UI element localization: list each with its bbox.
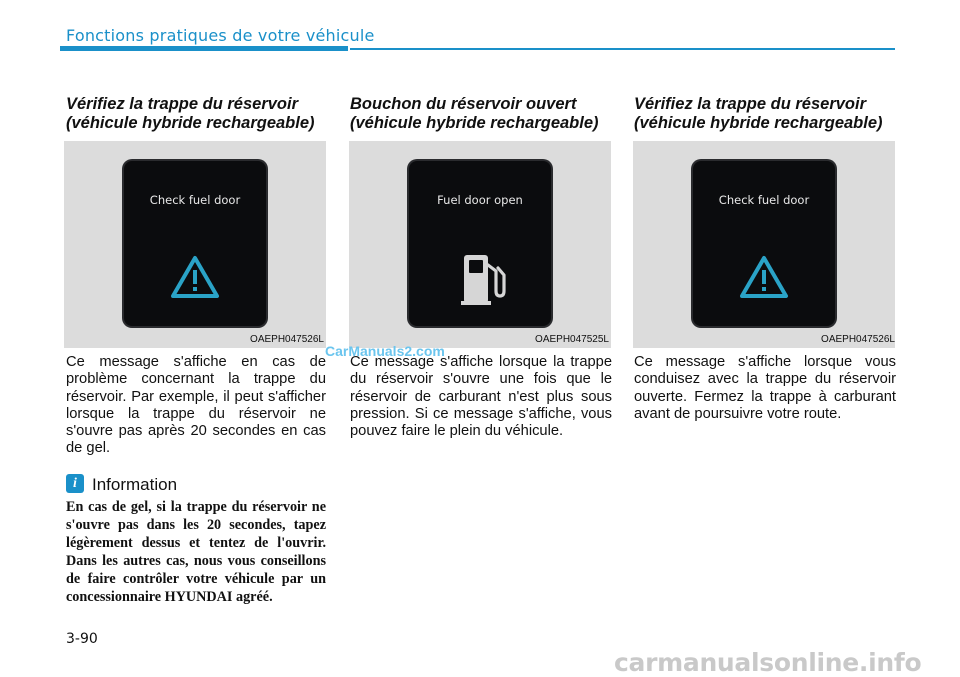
screen-message: Check fuel door — [718, 193, 810, 207]
cluster-screen — [124, 161, 266, 326]
header-title: Fonctions pratiques de votre véhicule — [66, 26, 375, 45]
header-rule-thin — [350, 48, 895, 50]
body-text-2: Ce message s'affiche lorsque la trappe du réservoir s'ouvre une fois que le réservoir de carburant n'est plus sous pression. Si ce message s'affiche, vous pouvez faire le plein du véhicule. — [350, 354, 612, 440]
section-title-1 — [66, 95, 328, 133]
warning-triangle-icon — [170, 255, 220, 299]
site-watermark: carmanualsonline.info — [614, 648, 922, 677]
section-title-line: (véhicule hybride rechargeable) — [66, 114, 315, 132]
info-heading: Information — [92, 475, 178, 494]
page-number: 3-90 — [66, 631, 98, 647]
cluster-screen — [409, 161, 551, 326]
screen-message: Check fuel door — [149, 193, 241, 207]
dashboard-image-1 — [64, 141, 326, 348]
dashboard-image-3 — [633, 141, 895, 348]
header-rule-thick — [60, 46, 348, 51]
watermark: CarManuals2.com — [325, 343, 445, 359]
section-title-line: Vérifiez la trappe du réservoir — [634, 95, 867, 113]
image-code-1: OAEPH047526L — [250, 334, 324, 345]
section-title-line: Bouchon du réservoir ouvert — [350, 95, 577, 113]
info-text: En cas de gel, si la trappe du réservoir ne s'ouvre pas dans les 20 secondes, tapez légèrement dessus et tentez de l'ouvrir. Dans les autres cas, nous vous conseillons de faire contrôler votre véhicule par un concessionnaire HYUNDAI agréé. — [66, 499, 326, 606]
section-title-3 — [634, 95, 896, 133]
screen-message: Fuel door open — [437, 193, 523, 207]
section-title-line: Vérifiez la trappe du réservoir — [66, 95, 299, 113]
image-code-2: OAEPH047525L — [535, 334, 609, 345]
body-text-3: Ce message s'affiche lorsque vous conduisez avec la trappe du réservoir ouverte. Fermez la trappe à carburant avant de poursuivre votre route. — [634, 354, 896, 422]
dashboard-image-2 — [349, 141, 611, 348]
section-title-line: (véhicule hybride rechargeable) — [350, 114, 599, 132]
image-code-3: OAEPH047526L — [821, 334, 895, 345]
info-icon: i — [66, 474, 84, 493]
warning-triangle-icon — [739, 255, 789, 299]
section-title-line: (véhicule hybride rechargeable) — [634, 114, 883, 132]
cluster-screen — [693, 161, 835, 326]
fuel-pump-icon — [461, 251, 509, 307]
body-text-1: Ce message s'affiche en cas de problème concernant la trappe du réservoir. Par exemple, il peut s'afficher lorsque la trappe du réservoir ne s'ouvre pas après 20 secondes en cas de gel. — [66, 354, 326, 457]
section-title-2 — [350, 95, 612, 133]
